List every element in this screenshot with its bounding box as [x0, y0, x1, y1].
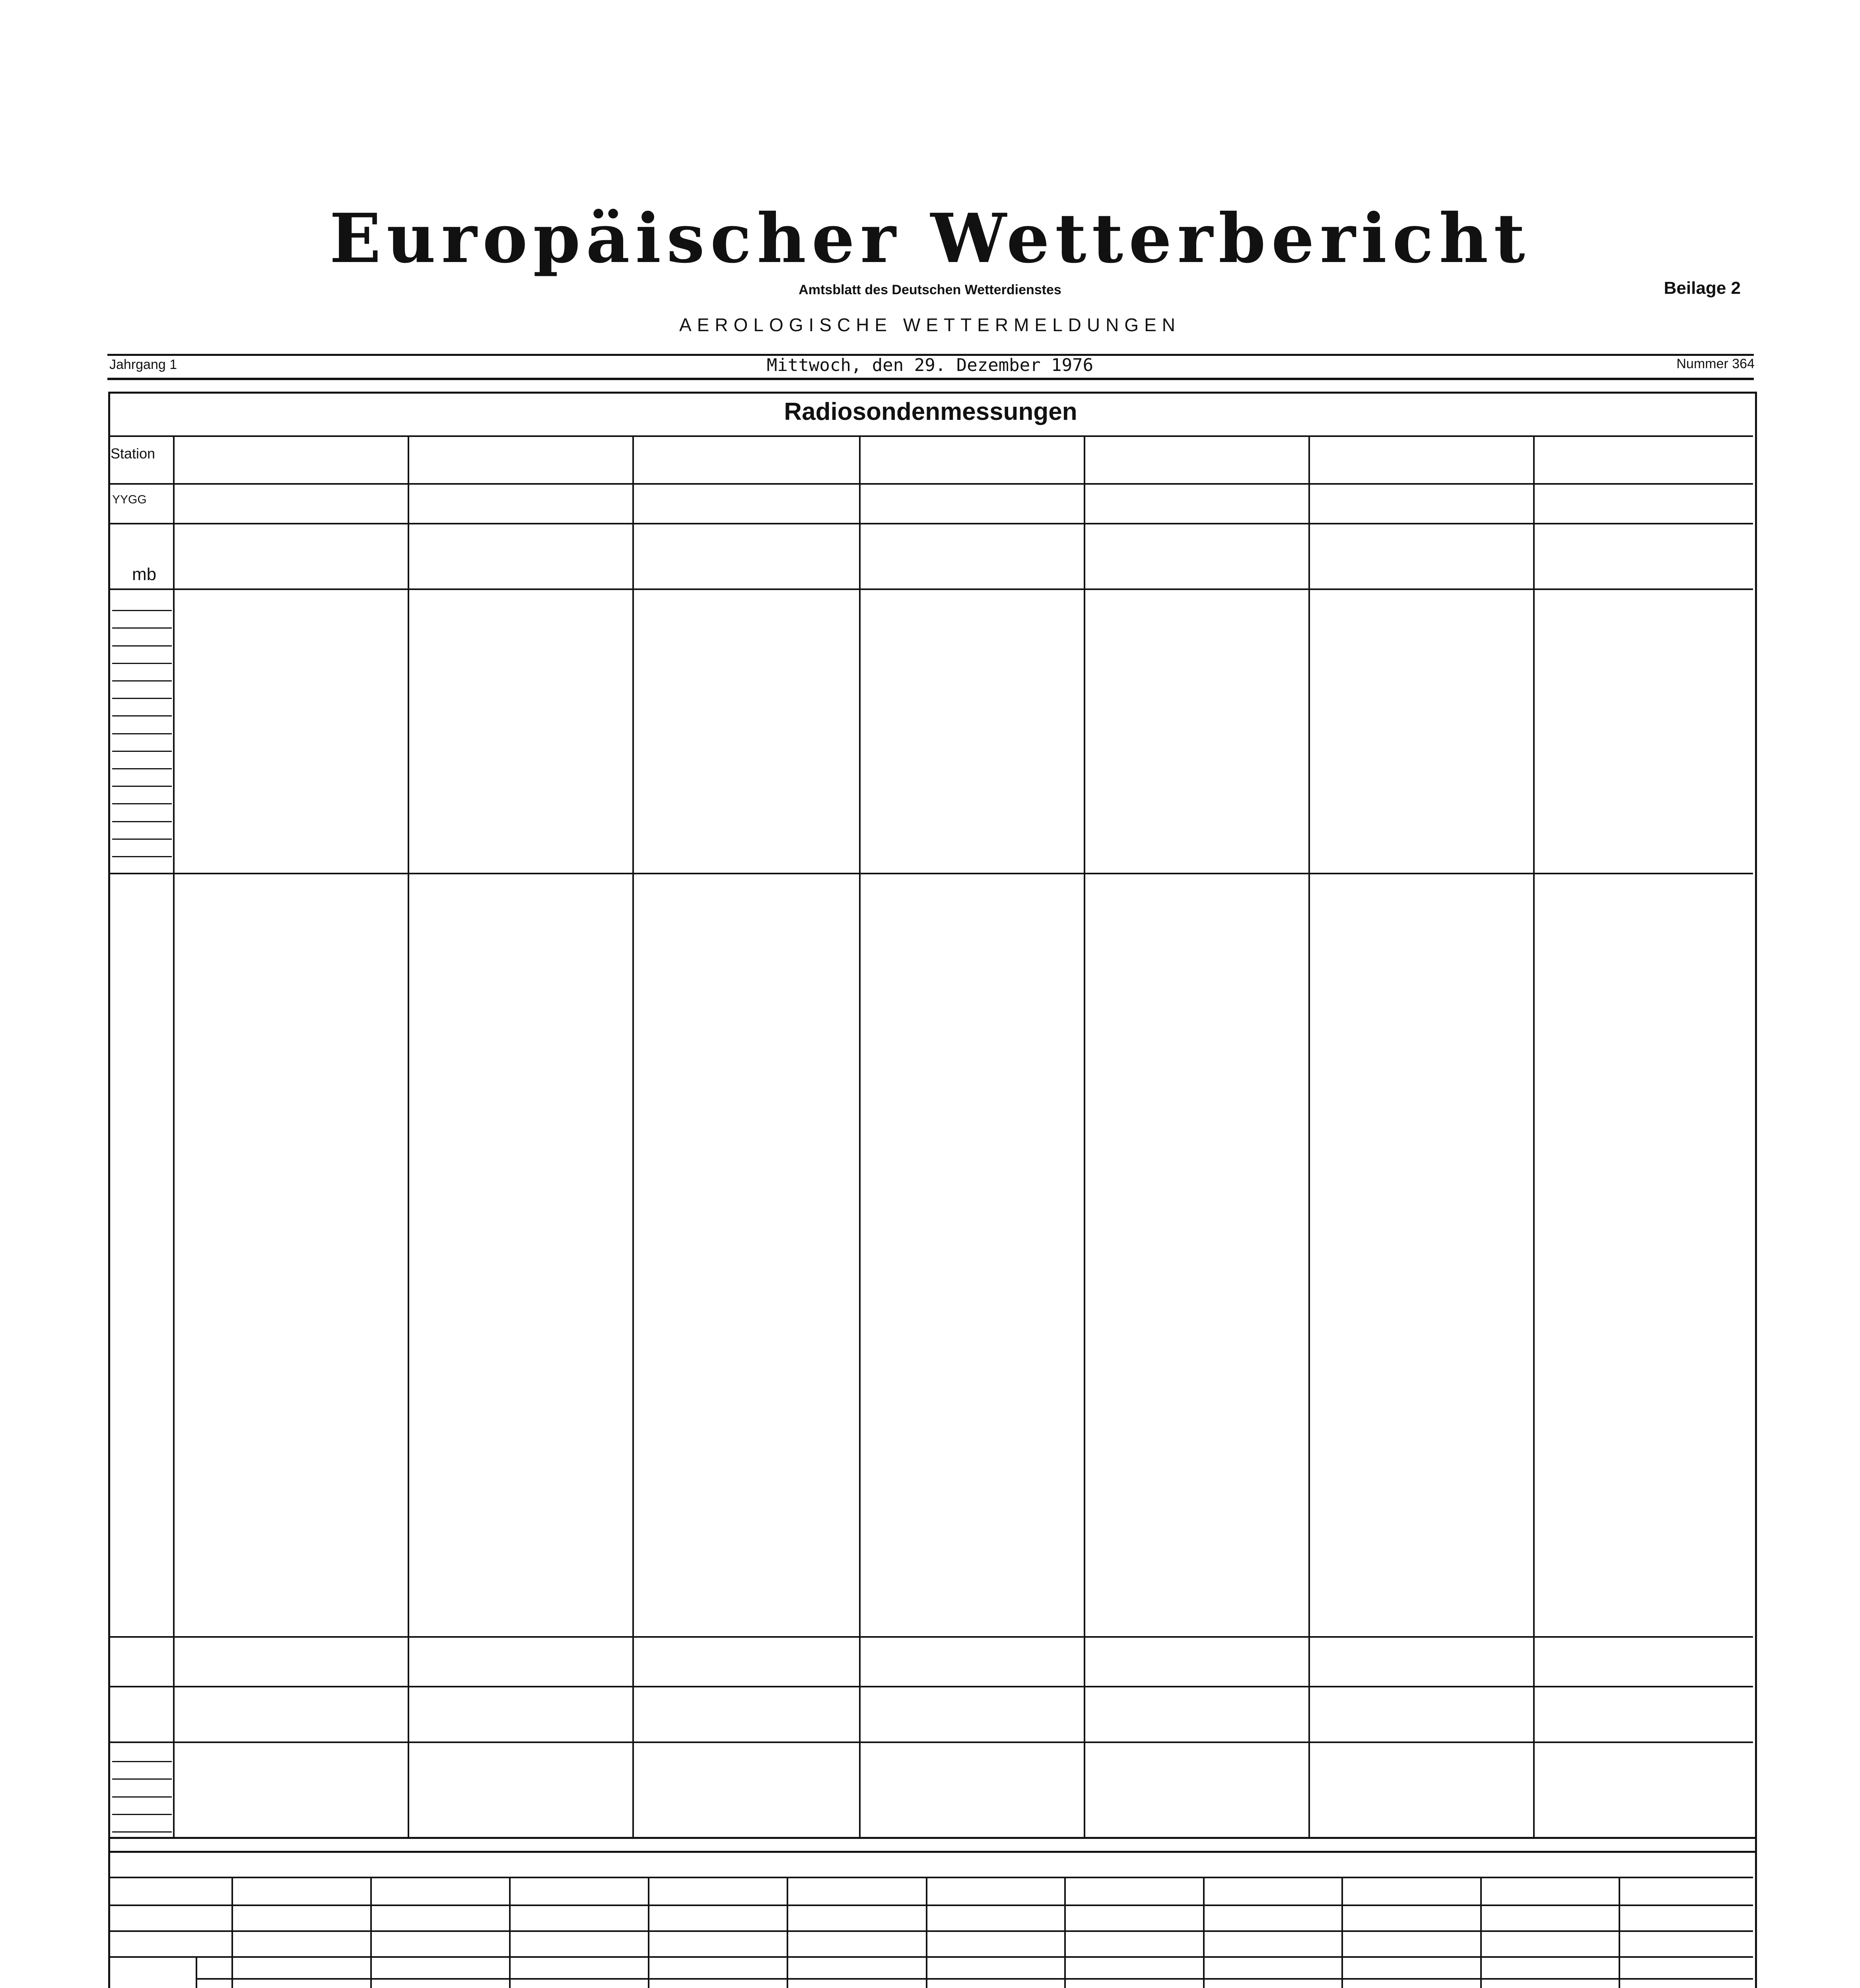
level-label: [112, 627, 172, 646]
title-rule: [108, 435, 1753, 437]
radiosonde-title: Radiosondenmessungen: [784, 398, 1077, 425]
radiosonde-frame: [108, 392, 1757, 1853]
yygg-rule: [108, 523, 1753, 524]
level-label: [112, 768, 172, 787]
station-col-rule: [408, 435, 409, 1837]
level-label: [112, 592, 172, 611]
beilage-label: Beilage 2: [1664, 278, 1741, 298]
jahrgang: Jahrgang 1: [109, 357, 177, 372]
mb-label: mb: [132, 565, 157, 584]
header-rule-bottom: [107, 378, 1754, 380]
level-label: [112, 680, 172, 699]
level-label: [112, 610, 172, 629]
station-col-rule: [632, 435, 634, 1837]
subtitle: Amtsblatt des Deutschen Wetterdienstes: [799, 282, 1061, 297]
station-label: Station: [111, 445, 155, 462]
level-label: [112, 733, 172, 752]
level-label: [112, 698, 172, 716]
tropo-rule: [108, 1686, 1753, 1687]
level-label: [112, 751, 172, 769]
level-label: [112, 786, 172, 804]
level-label: [112, 645, 172, 664]
level-label: [112, 821, 172, 840]
maxwind-rule: [108, 1741, 1753, 1743]
level-label: [112, 839, 172, 857]
station-col-rule: [1308, 435, 1310, 1837]
station-col-rule: [173, 435, 175, 1837]
level-label: [112, 803, 172, 822]
markante-rule: [108, 1636, 1753, 1638]
layer-label: [112, 1796, 172, 1815]
layer-label: [112, 1761, 172, 1780]
station-col-rule: [1084, 435, 1085, 1837]
level-label: [112, 715, 172, 734]
levels-rule: [108, 873, 1753, 874]
station-rule: [108, 483, 1753, 485]
colhead-rule: [108, 588, 1753, 590]
station-col-rule: [1533, 435, 1535, 1837]
layer-label: [112, 1814, 172, 1833]
hoehen-frame: [108, 1837, 1757, 1988]
yygg-label: YYGG: [112, 493, 147, 506]
station-col-rule: [859, 435, 861, 1837]
issue-date: Mittwoch, den 29. Dezember 1976: [766, 355, 1094, 375]
section-heading: AEROLOGISCHE WETTERMELDUNGEN: [679, 315, 1181, 335]
level-label: [112, 663, 172, 681]
issue-number: Nummer 364: [1676, 356, 1755, 371]
page-title: Europäischer Wetterbericht: [329, 199, 1531, 278]
layer-label: [112, 1743, 172, 1762]
layer-label: [112, 1778, 172, 1797]
